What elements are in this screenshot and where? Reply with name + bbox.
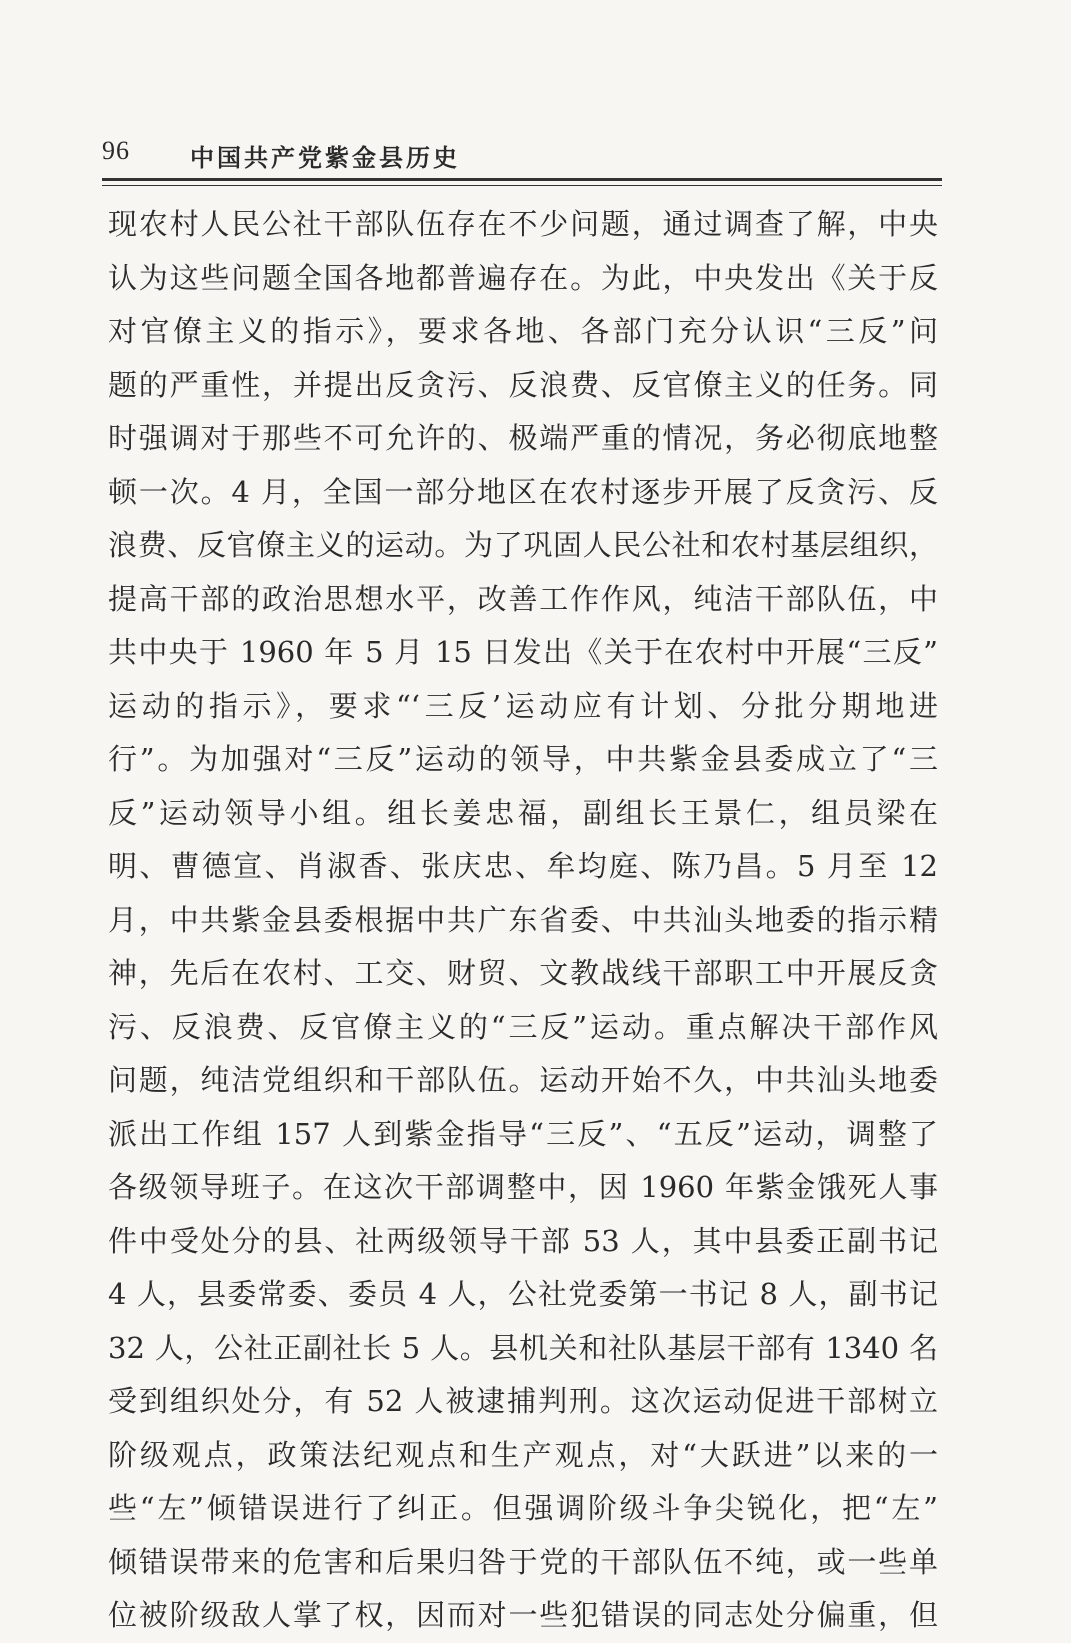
text-line: 行”。为加强对“三反”运动的领导，中共紫金县委成立了“三 xyxy=(108,742,938,776)
header-rule-thin xyxy=(102,185,942,186)
text-line: 认为这些问题全国各地都普遍存在。为此，中央发出《关于反 xyxy=(108,260,938,295)
text-line: 顿一次。4 月，全国一部分地区在农村逐步开展了反贪污、反 xyxy=(108,474,938,509)
page-number: 96 xyxy=(102,136,130,165)
text-line: 污、反浪费、反官僚主义的“三反”运动。重点解决干部作风 xyxy=(108,1009,938,1044)
header-rule-thick xyxy=(102,178,942,181)
text-line: 些“左”倾错误进行了纠正。但强调阶级斗争尖锐化，把“左” xyxy=(108,1491,938,1525)
text-line: 现农村人民公社干部队伍存在不少问题，通过调查了解，中央 xyxy=(108,207,938,241)
text-line: 受到组织处分，有 52 人被逮捕判刑。这次运动促进干部树立 xyxy=(108,1384,938,1418)
text-line: 明、曹德宣、肖淑香、张庆忠、牟均庭、陈乃昌。5 月至 12 xyxy=(108,849,938,883)
text-line: 月，中共紫金县委根据中共广东省委、中共汕头地委的指示精 xyxy=(108,902,938,937)
text-line: 位被阶级敌人掌了权，因而对一些犯错误的同志处分偏重，但 xyxy=(108,1598,938,1632)
text-line: 运动的指示》，要求“‘三反’运动应有计划、分批分期地进 xyxy=(108,688,938,723)
text-line: 题的严重性，并提出反贪污、反浪费、反官僚主义的任务。同 xyxy=(108,367,938,402)
text-line: 浪费、反官僚主义的运动。为了巩固人民公社和农村基层组织， xyxy=(108,528,938,562)
text-line: 派出工作组 157 人到紫金指导“三反”、“五反”运动，调整了 xyxy=(108,1116,938,1151)
text-line: 时强调对于那些不可允许的、极端严重的情况，务必彻底地整 xyxy=(108,421,938,455)
text-line: 问题，纯洁党组织和干部队伍。运动开始不久，中共汕头地委 xyxy=(108,1063,938,1097)
text-line: 倾错误带来的危害和后果归咎于党的干部队伍不纯，或一些单 xyxy=(108,1544,938,1579)
text-line: 各级领导班子。在这次干部调整中，因 1960 年紫金饿死人事 xyxy=(108,1170,938,1204)
text-line: 4 人，县委常委、委员 4 人，公社党委第一书记 8 人，副书记 xyxy=(108,1277,938,1311)
text-line: 神，先后在农村、工交、财贸、文教战线干部职工中开展反贪 xyxy=(108,956,938,990)
text-line: 阶级观点，政策法纪观点和生产观点，对“大跃进”以来的一 xyxy=(108,1437,938,1472)
body-text xyxy=(108,198,938,1643)
running-title: 中国共产党紫金县历史 xyxy=(190,143,460,172)
page-header xyxy=(102,132,940,172)
text-line: 32 人，公社正副社长 5 人。县机关和社队基层干部有 1340 名 xyxy=(108,1330,938,1365)
text-line: 对官僚主义的指示》，要求各地、各部门充分认识“三反”问 xyxy=(108,314,938,348)
text-line: 反”运动领导小组。组长姜忠福，副组长王景仁，组员梁在 xyxy=(108,795,938,830)
text-line: 共中央于 1960 年 5 月 15 日发出《关于在农村中开展“三反” xyxy=(108,635,938,669)
text-line: 提高干部的政治思想水平，改善工作作风，纯洁干部队伍，中 xyxy=(108,581,938,616)
text-line: 件中受处分的县、社两级领导干部 53 人，其中县委正副书记 xyxy=(108,1223,938,1258)
